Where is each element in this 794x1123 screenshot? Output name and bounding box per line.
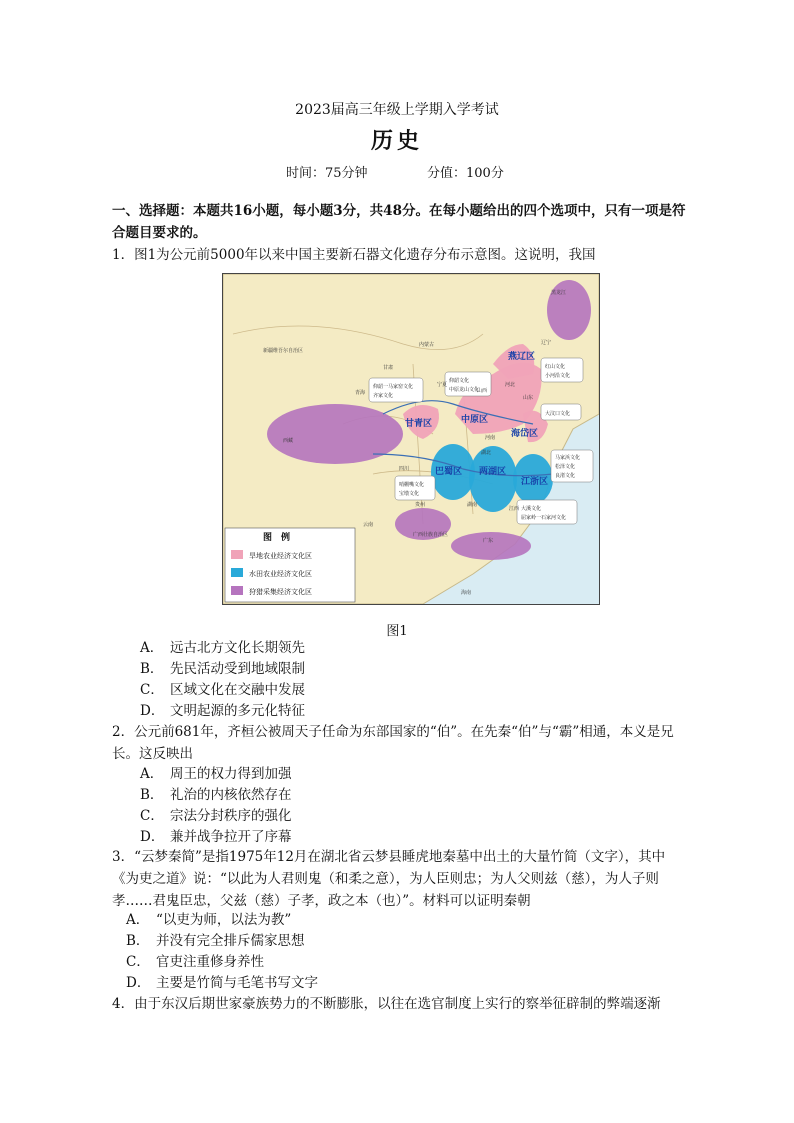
figure-caption: 图1	[386, 624, 408, 639]
question-2-stem: 2．公元前681年，齐桓公被周天子任命为东部国家的“伯”。在先秦“伯”与“霸”相通，本义是兄长。这反映出	[112, 724, 674, 762]
region-label-yanliao: 燕辽区	[508, 352, 536, 362]
svg-text:新疆维吾尔自治区: 新疆维吾尔自治区	[263, 348, 304, 354]
svg-text:湖北: 湖北	[481, 450, 492, 456]
option-text: 先民活动受到地域限制	[170, 661, 305, 677]
region-label-lianghu: 两湖区	[479, 467, 507, 477]
svg-text:湖南: 湖南	[467, 502, 478, 508]
option-text: 兼并战争拉开了序幕	[170, 829, 292, 845]
callout-majiabang	[551, 450, 593, 482]
svg-text:齐家文化: 齐家文化	[373, 393, 394, 399]
exam-time: 时间：75分钟	[286, 166, 368, 181]
callout-shaobuling	[395, 476, 435, 500]
svg-text:屈家岭一石家河文化: 屈家岭一石家河文化	[521, 515, 567, 521]
svg-text:大溪文化: 大溪文化	[521, 506, 542, 512]
q2-option-a	[140, 764, 292, 785]
exam-title: 2023届高三年级上学期入学考试	[295, 102, 499, 118]
q3-option-c	[126, 952, 264, 973]
svg-text:辽宁: 辽宁	[541, 340, 552, 346]
tibet-hunting-region	[267, 404, 403, 464]
option-letter: B．	[140, 787, 164, 803]
svg-text:广东: 广东	[483, 538, 494, 544]
svg-text:贵州: 贵州	[415, 502, 426, 508]
svg-text:小河沿文化: 小河沿文化	[545, 373, 571, 379]
neolithic-culture-map	[222, 273, 600, 605]
option-text: 礼治的内核依然存在	[170, 787, 292, 803]
option-letter: D．	[140, 829, 165, 845]
callout-daxi	[517, 500, 577, 524]
option-text: 宗法分封秩序的强化	[170, 808, 292, 824]
map-legend	[225, 528, 355, 602]
q2-option-c	[140, 806, 292, 827]
q1-option-a	[140, 638, 305, 659]
question-3-stem: 3．“云梦秦简”是指1975年12月在湖北省云梦县睡虎地秦墓中出土的大量竹简（文字），其中《为吏之道》说：“以此为人君则鬼（和柔之意），为人臣则忠；为人父则兹（慈），为人子则孝……君鬼臣忠，父兹（慈）子孝，政之本（也）”。材料可以证明秦朝	[112, 849, 666, 909]
heilongjiang-hunting-region	[547, 280, 591, 340]
region-label-bashu: 巴蜀区	[435, 467, 463, 477]
svg-text:广西壮族自治区: 广西壮族自治区	[413, 532, 449, 538]
svg-text:大汶口文化: 大汶口文化	[545, 411, 571, 417]
region-label-jiangzhe: 江浙区	[521, 477, 549, 487]
option-text: 区域文化在交融中发展	[170, 682, 305, 698]
q3-option-b	[126, 931, 305, 952]
region-label-zhongyuan: 中原区	[461, 415, 489, 425]
q1-option-b	[140, 659, 305, 680]
svg-text:西藏: 西藏	[283, 438, 294, 444]
subject-title: 历史	[370, 128, 423, 154]
option-text: “以吏为师，以法为教”	[156, 912, 292, 928]
question-4-stem: 4．由于东汉后期世家豪族势力的不断膨胀，以往在选官制度上实行的察举征辟制的弊端逐渐	[112, 996, 661, 1012]
svg-text:四川: 四川	[399, 466, 410, 472]
legend-label-paddy: 水田农业经济文化区	[249, 570, 312, 578]
svg-text:黑龙江: 黑龙江	[551, 290, 567, 296]
option-letter: C．	[140, 682, 164, 698]
exam-score: 分值：100分	[427, 166, 504, 181]
svg-text:宝墩文化: 宝墩文化	[399, 491, 420, 497]
q3-option-d	[126, 973, 318, 994]
option-letter: D．	[126, 975, 151, 991]
svg-text:良渚文化: 良渚文化	[555, 473, 576, 479]
svg-text:中原龙山文化: 中原龙山文化	[449, 387, 480, 393]
svg-text:江西: 江西	[509, 506, 520, 512]
svg-text:哨棚嘴文化: 哨棚嘴文化	[399, 482, 425, 488]
option-letter: B．	[140, 661, 164, 677]
option-letter: C．	[140, 808, 164, 824]
svg-text:河南: 河南	[485, 435, 496, 441]
option-text: 主要是竹简与毛笔书写文字	[156, 975, 318, 991]
callout-majiayao	[369, 378, 423, 402]
callout-dawenkou	[541, 404, 581, 420]
question-1-stem: 1．图1为公元前5000年以来中国主要新石器文化遗存分布示意图。这说明，我国	[112, 247, 596, 263]
legend-label-hunting: 狩猎采集经济文化区	[249, 588, 312, 596]
svg-text:松泽文化: 松泽文化	[555, 464, 576, 470]
legend-label-dry: 旱地农业经济文化区	[249, 552, 312, 560]
option-letter: B．	[126, 933, 150, 949]
svg-text:甘肃: 甘肃	[383, 365, 394, 371]
q3-option-a	[126, 910, 291, 931]
option-letter: A．	[140, 766, 164, 782]
q2-option-d	[140, 827, 292, 848]
callout-hongshan	[541, 358, 583, 382]
legend-title: 图 例	[263, 533, 291, 543]
option-letter: A．	[140, 640, 164, 656]
option-letter: D．	[140, 703, 165, 719]
svg-text:马家浜文化: 马家浜文化	[555, 455, 581, 461]
svg-text:河北: 河北	[505, 382, 516, 388]
svg-text:红山文化: 红山文化	[545, 364, 566, 370]
svg-text:宁夏: 宁夏	[437, 382, 448, 388]
legend-swatch-dry	[231, 550, 243, 559]
option-text: 远古北方文化长期领先	[170, 640, 305, 656]
q2-option-b	[140, 785, 292, 806]
map-svg	[223, 274, 599, 604]
svg-text:山东: 山东	[523, 395, 534, 401]
region-label-haidai: 海岱区	[511, 429, 539, 439]
q1-option-d	[140, 701, 305, 722]
option-letter: A．	[126, 912, 150, 928]
guangdong-hunting-region	[451, 532, 531, 560]
option-text: 周王的权力得到加强	[170, 766, 292, 782]
svg-text:仰韶文化: 仰韶文化	[449, 378, 470, 384]
legend-swatch-paddy	[231, 568, 243, 577]
section-instructions: 一、选择题：本题共16小题，每小题3分，共48分。在每小题给出的四个选项中，只有一项是符合题目要求的。	[112, 203, 686, 241]
svg-text:海南: 海南	[461, 590, 472, 596]
option-text: 文明起源的多元化特征	[170, 703, 305, 719]
svg-text:青海: 青海	[355, 390, 366, 396]
region-label-ganqing: 甘青区	[405, 419, 433, 429]
q1-option-c	[140, 680, 305, 701]
svg-text:山西: 山西	[477, 388, 488, 394]
option-text: 官吏注重修身养性	[156, 954, 264, 970]
svg-text:仰韶一马家窑文化: 仰韶一马家窑文化	[373, 384, 414, 390]
svg-text:内蒙古: 内蒙古	[419, 342, 435, 348]
svg-text:云南: 云南	[363, 522, 374, 528]
option-letter: C．	[126, 954, 150, 970]
legend-swatch-hunting	[231, 586, 243, 595]
option-text: 并没有完全排斥儒家思想	[156, 933, 305, 949]
